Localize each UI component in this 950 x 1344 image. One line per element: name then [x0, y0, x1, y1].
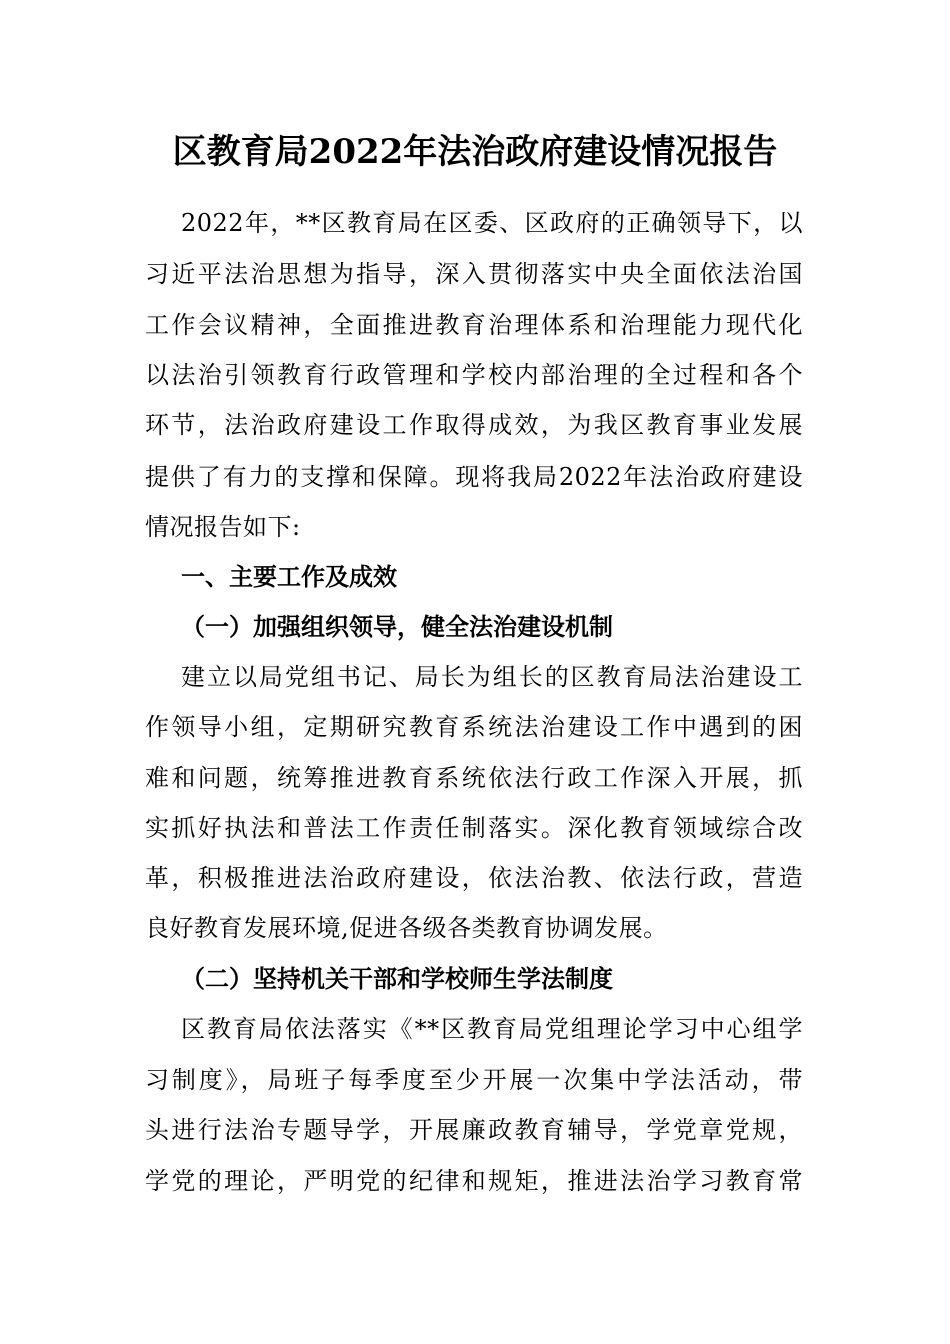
paragraph-line: 实抓好执法和普法工作责任制落实。深化教育领域综合改	[145, 814, 803, 842]
paragraph-line: 区教育局依法落实《**区教育局党组理论学习中心组学	[181, 1015, 803, 1043]
paragraph-line: 以法治引领教育行政管理和学校内部治理的全过程和各个	[145, 361, 803, 389]
paragraph-line: 难和问题，统筹推进教育系统依法行政工作深入开展，抓	[145, 764, 803, 792]
paragraph-line: 作领导小组，定期研究教育系统法治建设工作中遇到的困	[145, 713, 803, 741]
paragraph-line: 革，积极推进法治政府建设，依法治教、依法行政，营造	[145, 864, 803, 892]
paragraph-line: 环节，法治政府建设工作取得成效，为我区教育事业发展	[145, 411, 803, 439]
subsection-heading: （一）加强组织领导，健全法治建设机制	[181, 613, 613, 641]
subsection-heading: （二）坚持机关干部和学校师生学法制度	[181, 965, 613, 993]
paragraph-line: 习近平法治思想为指导，深入贯彻落实中央全面依法治国	[145, 260, 803, 288]
paragraph-line: 习制度》，局班子每季度至少开展一次集中学法活动，带	[145, 1066, 803, 1094]
paragraph-line: 情况报告如下:	[145, 513, 301, 541]
document-title: 区教育局2022年法治政府建设情况报告	[172, 132, 778, 172]
paragraph-line: 学党的理论，严明党的纪律和规矩，推进法治学习教育常	[145, 1167, 803, 1195]
paragraph-line: 工作会议精神，全面推进教育治理体系和治理能力现代化	[145, 311, 803, 339]
paragraph-line: 良好教育发展环境,促进各级各类教育协调发展。	[145, 914, 668, 942]
paragraph-line: 建立以局党组书记、局长为组长的区教育局法治建设工	[181, 663, 803, 691]
section-heading: 一、主要工作及成效	[181, 563, 397, 591]
paragraph-line: 头进行法治专题导学，开展廉政教育辅导，学党章党规，	[145, 1116, 803, 1144]
paragraph-line: 提供了有力的支撑和保障。现将我局2022年法治政府建设	[145, 463, 803, 491]
paragraph-line: 2022年，**区教育局在区委、区政府的正确领导下，以	[181, 209, 803, 237]
